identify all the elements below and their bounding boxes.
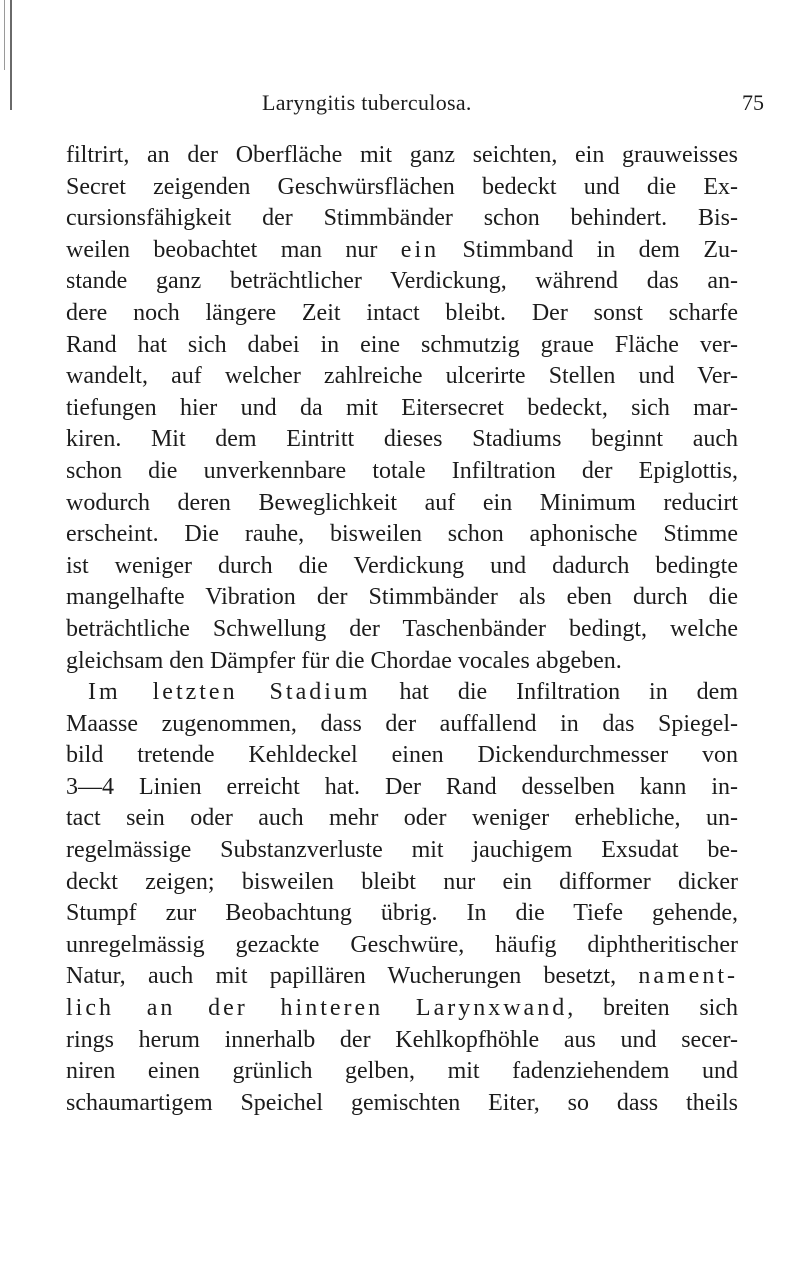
text-line: schon die unverkennbare totale Infiltration der Epiglottis, — [66, 457, 738, 484]
text-line: Maasse zugenommen, dass der auffallend in das Spiegel- — [66, 710, 738, 737]
text-line: erscheint. Die rauhe, bisweilen schon aphonische Stimme — [66, 521, 738, 548]
text-line: bild tretende Kehldeckel einen Dickendurchmesser von — [66, 742, 738, 769]
text-line: cursionsfähigkeit der Stimmbänder schon behindert. Bis- — [66, 205, 738, 232]
text-line: 3—4 Linien erreicht hat. Der Rand desselben kann in- — [66, 773, 738, 800]
emphasis-spaced: Im letzten Stadium — [88, 679, 371, 706]
text-line: mangelhafte Vibration der Stimmbänder als eben durch die — [66, 584, 738, 611]
text-line: Natur, auch mit papillären Wucherungen besetzt, nament- — [66, 963, 738, 990]
text-line: lich an der hinteren Larynxwand, breiten sich — [66, 995, 738, 1022]
running-title: Laryngitis tuberculosa. — [262, 90, 472, 115]
text-line: filtrirt, an der Oberfläche mit ganz seichten, ein grauweisses — [66, 142, 738, 168]
text-line: wodurch deren Beweglichkeit auf ein Minimum reducirt — [66, 489, 738, 516]
text-line: deckt zeigen; bisweilen bleibt nur ein difformer dicker — [66, 868, 738, 895]
text-line: beträchtliche Schwellung der Taschenbänder bedingt, welche — [66, 615, 738, 642]
emphasis-spaced: lich an der hinteren Larynxwand — [66, 995, 568, 1022]
text-line: ist weniger durch die Verdickung und dadurch bedingte — [66, 552, 738, 579]
running-header — [0, 90, 801, 120]
text-line: wandelt, auf welcher zahlreiche ulcerirte Stellen und Ver- — [66, 363, 738, 390]
text-line: Im letzten Stadium hat die Infiltration in dem — [88, 679, 738, 706]
text-line: dere noch längere Zeit intact bleibt. Der sonst scharfe — [66, 299, 738, 326]
text-line: stande ganz beträchtlicher Verdickung, während das an- — [66, 268, 738, 295]
text-line: tiefungen hier und da mit Eitersecret bedeckt, sich mar- — [66, 394, 738, 421]
text-line: unregelmässig gezackte Geschwüre, häufig diphtheritischer — [66, 931, 738, 958]
text-line: Rand hat sich dabei in eine schmutzig graue Fläche ver- — [66, 331, 738, 358]
page-number: 75 — [742, 90, 764, 115]
body-text — [66, 140, 738, 1119]
text-line: regelmässige Substanzverluste mit jauchigem Exsudat be- — [66, 837, 738, 864]
text-line: tact sein oder auch mehr oder weniger erhebliche, un- — [66, 805, 738, 832]
text-line: schaumartigem Speichel gemischten Eiter, so dass theils — [66, 1089, 738, 1116]
emphasis-spaced: nament- — [638, 963, 738, 990]
text-line: kiren. Mit dem Eintritt dieses Stadiums beginnt auch — [66, 426, 738, 453]
text-line: Secret zeigenden Geschwürsflächen bedeckt und die Ex- — [66, 173, 738, 200]
text-line: Stumpf zur Beobachtung übrig. In die Tiefe gehende, — [66, 900, 738, 927]
emphasis-spaced: ein — [400, 236, 440, 263]
text-line: rings herum innerhalb der Kehlkopfhöhle aus und secer- — [66, 1026, 738, 1053]
text-line: gleichsam den Dämpfer für die Chordae vocales abgeben. — [66, 647, 622, 674]
text-line: weilen beobachtet man nur ein Stimmband in dem Zu- — [66, 236, 738, 263]
text-line: niren einen grünlich gelben, mit fadenziehendem und — [66, 1058, 738, 1085]
page-edge-line — [4, 0, 5, 70]
